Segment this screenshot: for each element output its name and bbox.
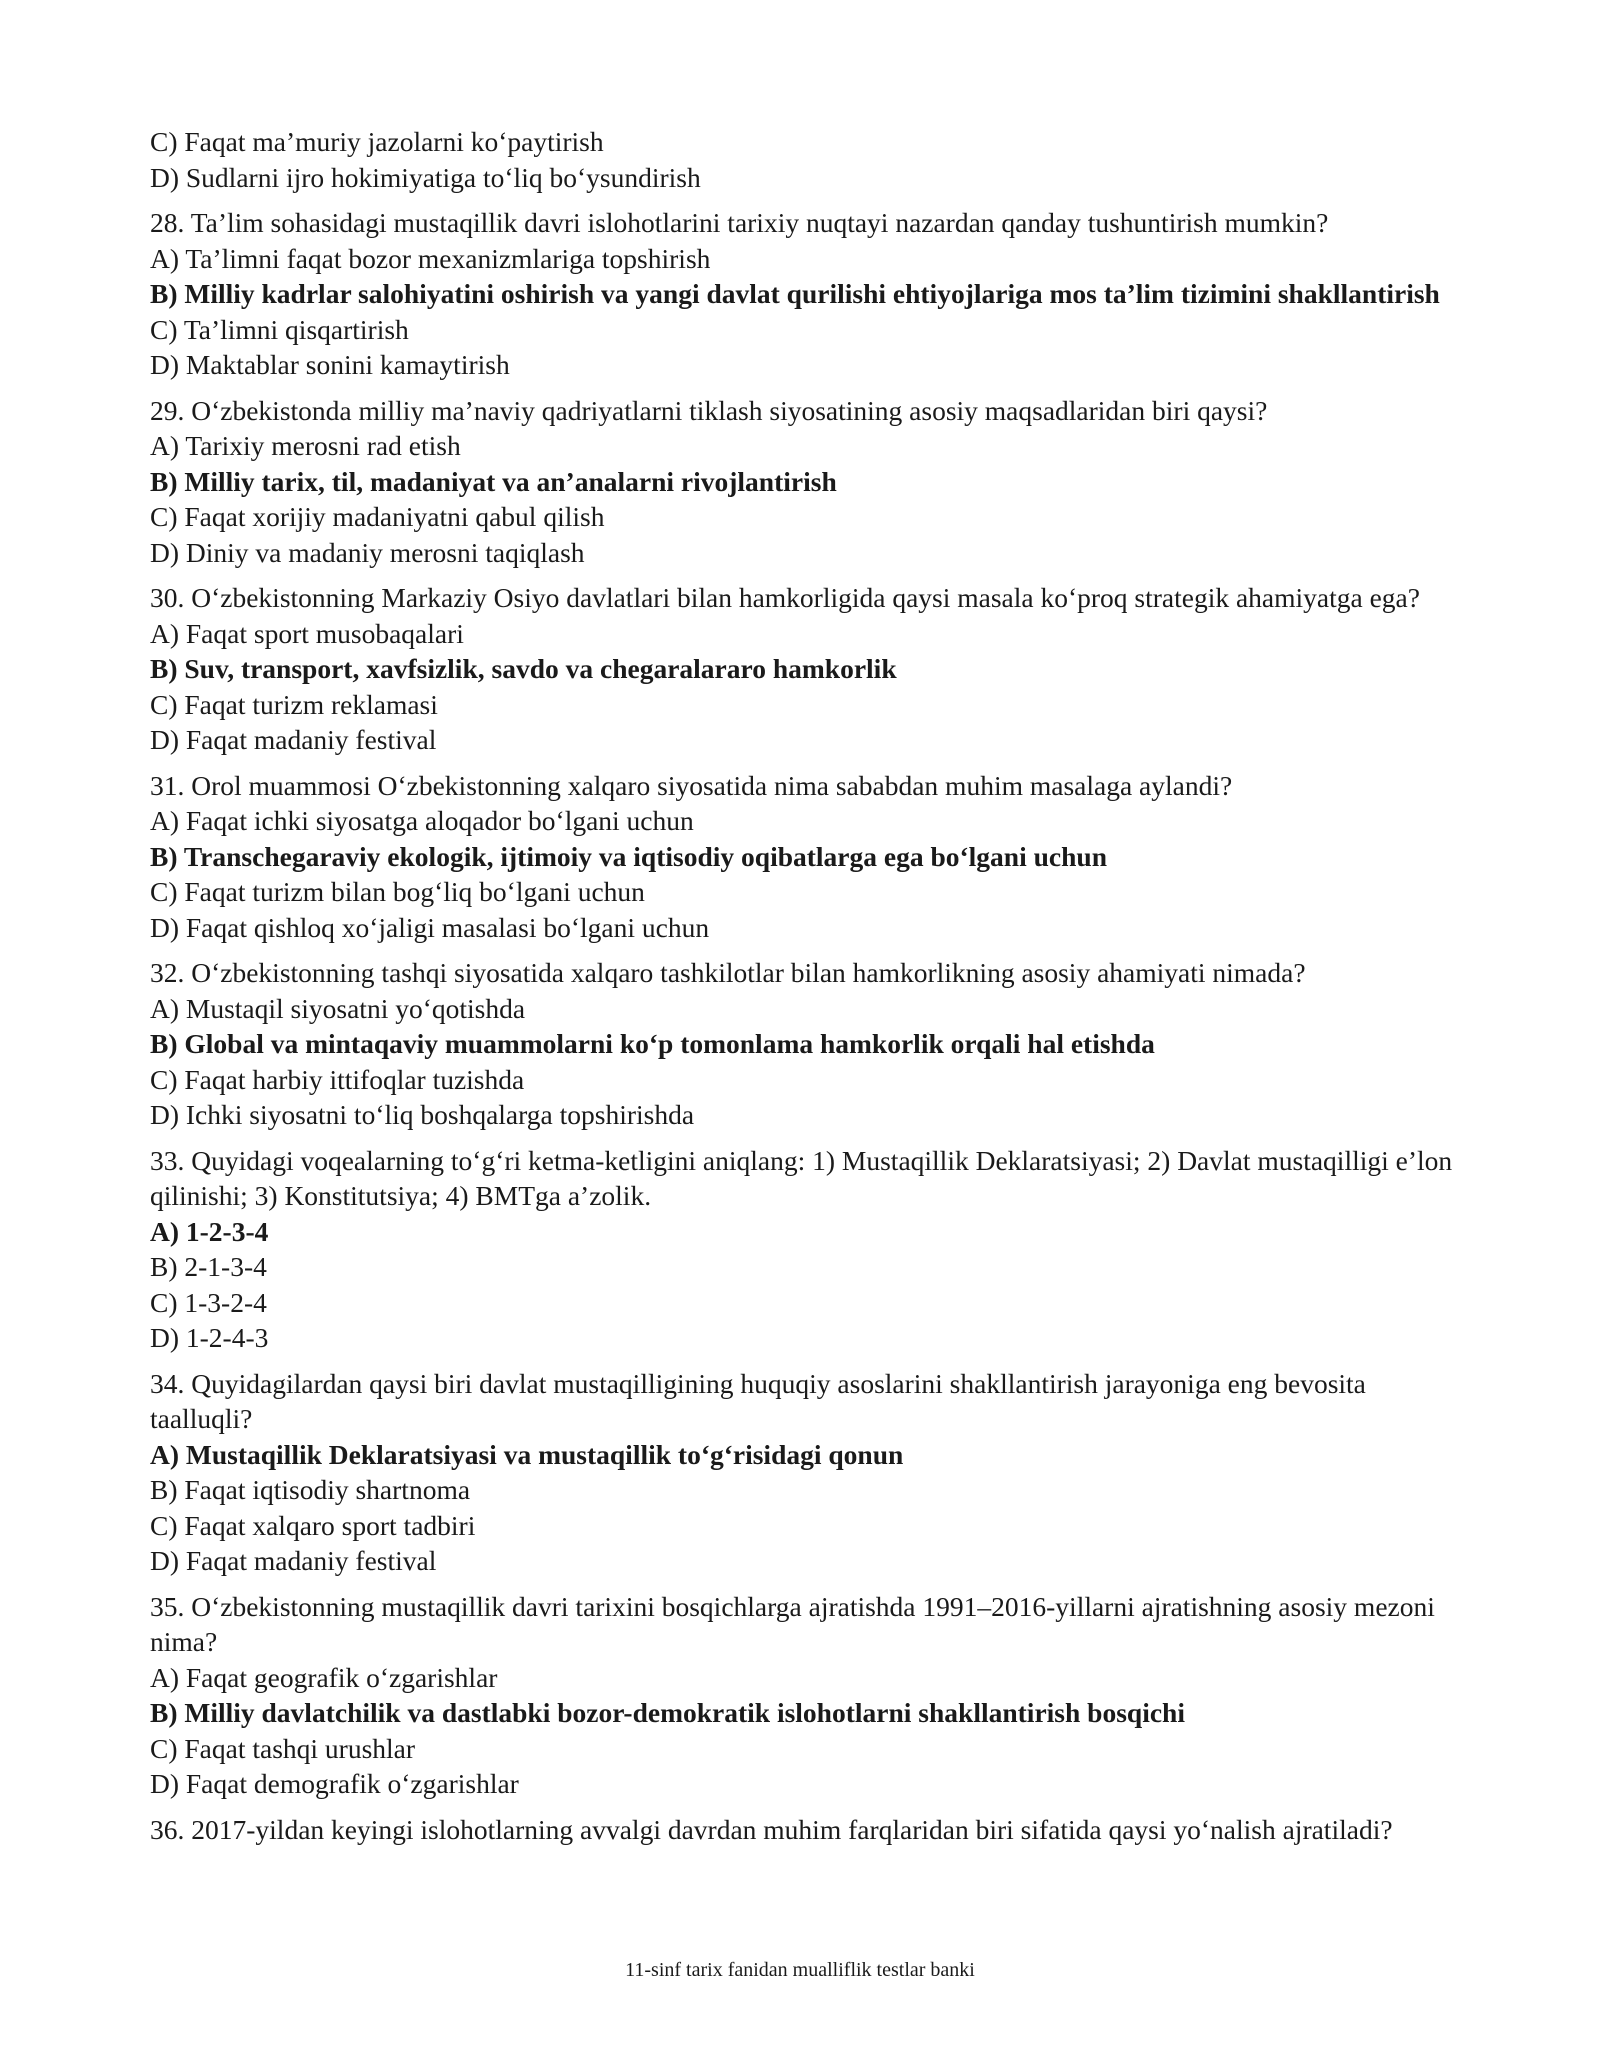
answer-option: D) Faqat qishloq xo‘jaligi masalasi bo‘lgani uchun	[150, 911, 710, 943]
answer-option: C) Faqat xorijiy madaniyatni qabul qilish	[150, 501, 605, 532]
answer-option: A) Ta’limni faqat bozor mexanizmlariga topshirish	[150, 242, 711, 274]
question-text: 30. O‘zbekistonning Markaziy Osiyo davlatlari bilan hamkorligida qaysi masala ko‘proq strategik ahamiyatga ega?	[150, 582, 1420, 613]
answer-option: C) 1-3-2-4	[150, 1286, 267, 1318]
answer-option: C) Faqat turizm bilan bog‘liq bo‘lgani uchun	[150, 876, 645, 907]
question-text: 31. Orol muammosi O‘zbekistonning xalqaro siyosatida nima sababdan muhim masalaga aylandi?	[150, 769, 1233, 801]
answer-option: A) Tarixiy merosni rad etish	[150, 430, 461, 461]
question-text: 34. Quyidagilardan qaysi biri davlat mustaqilligining huquqiy asoslarini shakllantirish jarayoniga eng bevosita taalluqli?	[150, 1367, 1366, 1434]
question-text: 28. Ta’lim sohasidagi mustaqillik davri islohotlarini tarixiy nuqtayi nazardan qanday tushuntirish mumkin?	[150, 207, 1329, 238]
answer-option: B) Faqat iqtisodiy shartnoma	[150, 1474, 471, 1505]
answer-option-correct: A) Mustaqillik Deklaratsiyasi va mustaqillik to‘g‘risidagi qonun	[150, 1438, 904, 1470]
answer-option-correct: B) Milliy davlatchilik va dastlabki bozor-demokratik islohotlarni shakllantirish bosqichi	[150, 1697, 1185, 1728]
question-text: 32. O‘zbekistonning tashqi siyosatida xalqaro tashkilotlar bilan hamkorlikning asosiy ahamiyati nimada?	[150, 957, 1306, 988]
answer-option-correct: B) Milliy tarix, til, madaniyat va an’analarni rivojlantirish	[150, 465, 837, 497]
answer-option: C) Faqat ma’muriy jazolarni ko‘paytirish	[150, 126, 604, 157]
answer-option: A) Faqat sport musobaqalari	[150, 617, 464, 649]
answer-option: C) Faqat tashqi urushlar	[150, 1732, 416, 1764]
answer-option-correct: B) Global va mintaqaviy muammolarni ko‘p tomonlama hamkorlik orqali hal etishda	[150, 1028, 1155, 1059]
answer-option: C) Faqat turizm reklamasi	[150, 688, 438, 720]
answer-option: D) Faqat madaniy festival	[150, 724, 437, 755]
question-text: 35. O‘zbekistonning mustaqillik davri tarixini bosqichlarga ajratishda 1991–2016-yillarni ajratishning asosiy mezoni nima?	[150, 1590, 1435, 1657]
answer-option: C) Faqat xalqaro sport tadbiri	[150, 1509, 476, 1541]
answer-option: D) 1-2-4-3	[150, 1322, 269, 1353]
question-text: 36. 2017-yildan keyingi islohotlarning avvalgi davrdan muhim farqlaridan biri sifatida qaysi yo‘nalish ajratiladi?	[150, 1813, 1393, 1845]
question-text: 33. Quyidagi voqealarning to‘g‘ri ketma-ketligini aniqlang: 1) Mustaqillik Deklaratsiyasi; 2) Davlat mustaqilligi e’lon qilinishi; 3) Konstitutsiya; 4) BMTga a’zolik.	[150, 1144, 1453, 1211]
answer-option-correct: B) Transchegaraviy ekologik, ijtimoiy va iqtisodiy oqibatlarga ega bo‘lgani uchun	[150, 840, 1107, 872]
answer-option: D) Faqat madaniy festival	[150, 1545, 437, 1576]
answer-option: A) Faqat ichki siyosatga aloqador bo‘lgani uchun	[150, 805, 694, 836]
answer-option-correct: B) Suv, transport, xavfsizlik, savdo va chegaralararo hamkorlik	[150, 653, 897, 684]
document-page	[150, 124, 1470, 1847]
answer-option-correct: B) Milliy kadrlar salohiyatini oshirish va yangi davlat qurilishi ehtiyojlariga mos ta’lim tizimini shakllantirish	[150, 278, 1440, 309]
answer-option: D) Faqat demografik o‘zgarishlar	[150, 1768, 519, 1799]
answer-option: B) 2-1-3-4	[150, 1251, 267, 1282]
answer-option: A) Mustaqil siyosatni yo‘qotishda	[150, 992, 526, 1024]
answer-option: D) Sudlarni ijro hokimiyatiga to‘liq bo‘ysundirish	[150, 161, 701, 193]
answer-option-correct: A) 1-2-3-4	[150, 1215, 269, 1247]
answer-option: D) Diniy va madaniy merosni taqiqlash	[150, 536, 585, 568]
question-text: 29. O‘zbekistonda milliy ma’naviy qadriyatlarni tiklash siyosatining asosiy maqsadlaridan biri qaysi?	[150, 394, 1268, 426]
answer-option: D) Ichki siyosatni to‘liq boshqalarga topshirishda	[150, 1099, 695, 1130]
answer-option: C) Ta’limni qisqartirish	[150, 313, 409, 345]
answer-option: D) Maktablar sonini kamaytirish	[150, 349, 510, 380]
page-footer: 11-sinf tarix fanidan mualliflik testlar banki	[625, 1959, 975, 1981]
answer-option: A) Faqat geografik o‘zgarishlar	[150, 1661, 498, 1693]
answer-option: C) Faqat harbiy ittifoqlar tuzishda	[150, 1063, 525, 1095]
